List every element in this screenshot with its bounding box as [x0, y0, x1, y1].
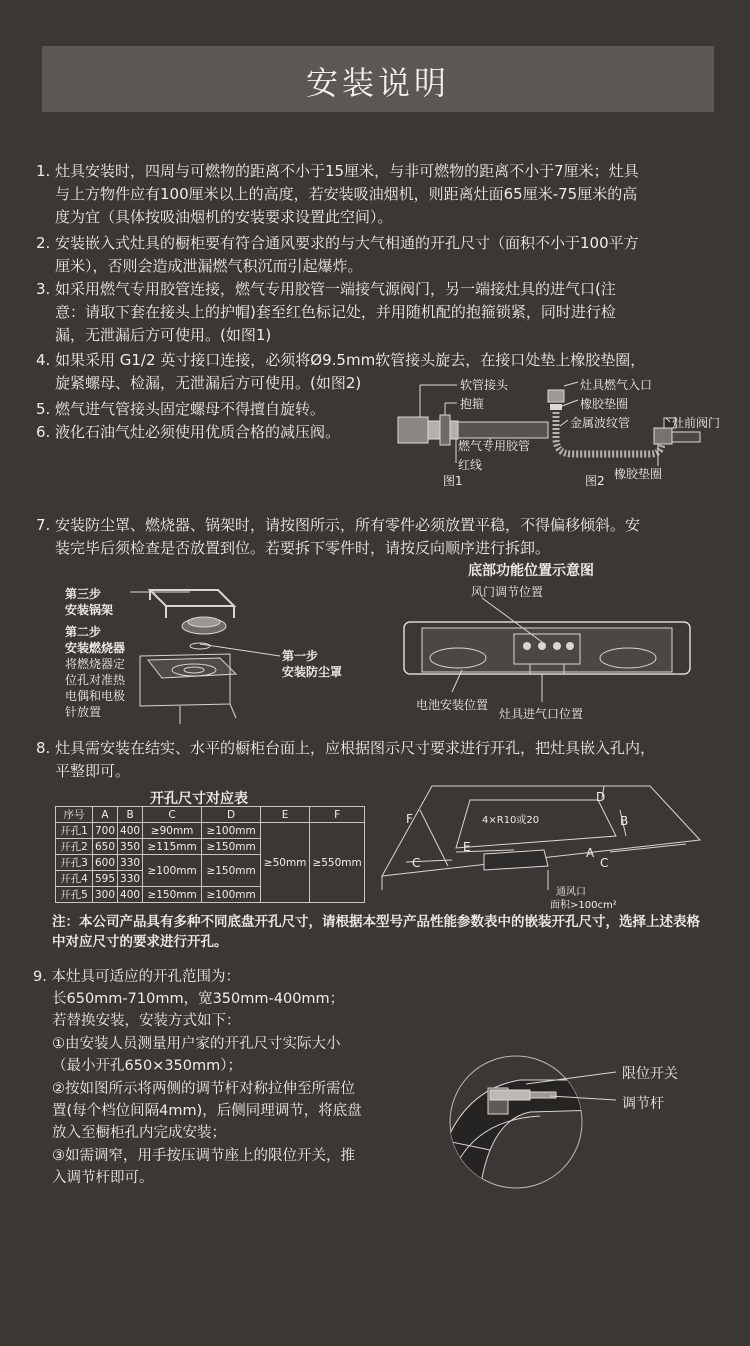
- item-9-line: 若替换安装，安装方式如下：: [52, 1013, 241, 1029]
- item-line: 安装防尘罩、燃烧器、锅架时，请按图所示，所有零件必须放置平稳，不得偏移倾斜。安: [55, 516, 641, 534]
- table-cell: 600: [93, 855, 118, 871]
- col-header: E: [261, 807, 310, 823]
- dim-letter-d: D: [596, 790, 606, 804]
- fig1-label-hose-joint: 软管接头: [460, 378, 509, 392]
- dim-letter-c-left: C: [412, 856, 421, 870]
- item-9-line: 长650mm-710mm，宽350mm-400mm；: [52, 991, 345, 1007]
- fig1-label-gas-hose: 燃气专用胶管: [458, 439, 531, 453]
- step2-desc-line: 将燃烧器定: [65, 657, 126, 671]
- item-number: 4.: [36, 351, 51, 369]
- table-cell: 400: [118, 887, 143, 903]
- adjustment-rod-diagram: [430, 1050, 630, 1200]
- table-cell: 300: [93, 887, 118, 903]
- step3-desc: 安装锅架: [65, 603, 114, 617]
- vent-area-label: 面积>100cm²: [550, 900, 617, 911]
- table-cell: 400: [118, 823, 143, 839]
- item-number: 7.: [36, 516, 51, 534]
- item-9-line: 入调节杆即可。: [52, 1170, 154, 1186]
- col-header: B: [118, 807, 143, 823]
- item-9-line: （最小开孔650×350mm）；: [52, 1058, 243, 1074]
- assembly-exploded-diagram: [120, 578, 290, 728]
- step2-title: 第二步: [65, 625, 102, 639]
- item-1: [36, 160, 720, 229]
- item-line: 如采用燃气专用胶管连接，燃气专用胶管一端接气源阀门，另一端接灶具的进气口(注: [55, 280, 616, 298]
- table-cell: 开孔1: [56, 823, 93, 839]
- item-2: [36, 232, 720, 278]
- item-5: [36, 398, 375, 421]
- dim-letter-a: A: [586, 846, 595, 860]
- cutout-table-title: 开孔尺寸对应表: [150, 791, 248, 807]
- bottom-fig-title: 底部功能位置示意图: [468, 563, 594, 579]
- table-cell: 开孔4: [56, 871, 93, 887]
- item-9-line: ②按如图所示将两侧的调节杆对称拉伸至所需位: [52, 1081, 355, 1097]
- table-cell: 650: [93, 839, 118, 855]
- cutout-size-table: [55, 806, 365, 903]
- table-cell: ≥90mm: [143, 823, 202, 839]
- item-number: 3.: [36, 280, 51, 298]
- title-banner: [42, 46, 714, 112]
- table-cell: ≥150mm: [202, 839, 261, 855]
- item-number: 5.: [36, 400, 51, 418]
- table-cell: ≥100mm: [143, 855, 202, 887]
- item-line: 漏，无泄漏后方可使用。(如图1): [55, 326, 272, 344]
- fig2-label-gas-inlet: 灶具燃气入口: [580, 378, 653, 392]
- item-9-line: ③如需调窄，用手按压调节座上的限位开关，推: [52, 1148, 355, 1164]
- item-line: 装完毕后须检查是否放置到位。若要拆下零件时，请按反向顺序进行拆卸。: [55, 539, 551, 557]
- table-header-row: [56, 807, 365, 823]
- table-cell: 350: [118, 839, 143, 855]
- table-row: [56, 823, 365, 839]
- limit-switch-label: 限位开关: [622, 1066, 678, 1082]
- item-line: 与上方物件应有100厘米以上的高度，若安装吸油烟机，则距离灶面65厘米-75厘米的高: [55, 185, 638, 203]
- item-number: 1.: [36, 162, 51, 180]
- damper-label: 风门调节位置: [471, 585, 544, 599]
- item-line: 燃气进气管接头固定螺母不得擅自旋转。: [55, 400, 326, 418]
- table-cell: ≥100mm: [202, 887, 261, 903]
- fig2-label-front-valve: 灶前阀门: [672, 416, 721, 430]
- item-9-line: ①由安装人员测量用户家的开孔尺寸实际大小: [52, 1036, 341, 1052]
- item-8: [36, 737, 720, 783]
- dim-letter-e: E: [463, 840, 471, 854]
- step2-text: [65, 624, 125, 720]
- col-header: C: [143, 807, 202, 823]
- gas-inlet-position-label: 灶具进气口位置: [499, 707, 584, 721]
- item-number: 6.: [36, 423, 51, 441]
- item-line: 液化石油气灶必须使用优质合格的减压阀。: [55, 423, 341, 441]
- fig1-caption: 图1: [443, 474, 463, 488]
- table-cell: 开孔2: [56, 839, 93, 855]
- item-line: 平整即可。: [55, 762, 131, 780]
- fig2-label-corrugated-pipe: 金属波纹管: [570, 416, 631, 430]
- table-cell: ≥150mm: [202, 855, 261, 887]
- col-header: 序号: [56, 807, 93, 823]
- bottom-view-diagram: [402, 598, 692, 698]
- col-header: A: [93, 807, 118, 823]
- cutout-dimension-diagram: [380, 780, 700, 908]
- table-cell-e: ≥50mm: [261, 823, 310, 903]
- step3-text: [65, 586, 113, 618]
- item-line: 安装嵌入式灶具的橱柜要有符合通风要求的与大气相通的开孔尺寸（面积不小于100平方: [55, 234, 639, 252]
- table-cell: 330: [118, 855, 143, 871]
- table-cell: ≥150mm: [143, 887, 202, 903]
- item-9-line: 置(每个档位间隔4mm)，后侧同理调节，将底盘: [52, 1103, 362, 1119]
- col-header: D: [202, 807, 261, 823]
- table-cell: 开孔5: [56, 887, 93, 903]
- item-line: 灶具安装时，四周与可燃物的距离不小于15厘米，与非可燃物的距离不小于7厘米；灶具: [55, 162, 639, 180]
- item-9-line: 9. 本灶具可适应的开孔范围为：: [33, 969, 240, 985]
- fig2-caption: 图2: [585, 474, 605, 488]
- table-cell: 330: [118, 871, 143, 887]
- dim-letter-c-right: C: [600, 856, 609, 870]
- item-line: 厘米），否则会造成泄漏燃气积沉而引起爆炸。: [55, 257, 363, 275]
- item-line: 旋紧螺母、检漏，无泄漏后方可使用。(如图2): [55, 374, 362, 392]
- item-6: [36, 421, 375, 444]
- battery-label: 电池安装位置: [416, 698, 489, 712]
- item-line: 度为宜（具体按吸油烟机的安装要求设置此空间）。: [55, 208, 393, 226]
- step2-desc-line: 位孔对准热: [65, 673, 126, 687]
- step1-text: [282, 648, 342, 680]
- step2-desc-line: 电偶和电极: [65, 689, 126, 703]
- step1-desc: 安装防尘罩: [282, 665, 343, 679]
- table-cell: 开孔3: [56, 855, 93, 871]
- item-3: [36, 278, 720, 347]
- item-line: 如果采用 G1/2 英寸接口连接，必须将Ø9.5mm软管接头旋去，在接口处垫上橡胶垫圈，: [55, 351, 646, 369]
- item-line: 意：请取下套在接头上的护帽)套至红色标记处，并用随机配的抱箍锁紧，同时进行检: [55, 303, 616, 321]
- step2-desc-line: 针放置: [65, 705, 102, 719]
- table-cell: ≥115mm: [143, 839, 202, 855]
- step1-title: 第一步: [282, 649, 319, 663]
- item-number: 8.: [36, 739, 51, 757]
- fig2-label-rubber-gasket-bottom: 橡胶垫圈: [614, 467, 663, 481]
- fig2-label-rubber-gasket-top: 橡胶垫圈: [580, 397, 629, 411]
- table-cell: 700: [93, 823, 118, 839]
- page-title: 安装说明: [305, 64, 450, 102]
- item-number: 2.: [36, 234, 51, 252]
- table-cell: 595: [93, 871, 118, 887]
- corner-radius-label: 4×R10或20: [482, 815, 540, 826]
- vent-label: 通风口: [556, 887, 586, 898]
- item-9-line: 放入至橱柜孔内完成安装；: [52, 1125, 226, 1141]
- step3-title: 第三步: [65, 587, 102, 601]
- cutout-note: 注：本公司产品具有多种不同底盘开孔尺寸，请根据本型号产品性能参数表中的嵌装开孔尺寸，选择上述表格中对应尺寸的要求进行开孔。: [52, 914, 700, 950]
- col-header: F: [310, 807, 365, 823]
- adjust-rod-label: 调节杆: [622, 1096, 664, 1112]
- table-cell: ≥100mm: [202, 823, 261, 839]
- fig1-label-red-line: 红线: [458, 458, 483, 472]
- item-line: 灶具需安装在结实、水平的橱柜台面上，应根据图示尺寸要求进行开孔，把灶具嵌入孔内，: [55, 739, 656, 757]
- fig1-label-clamp: 抱箍: [460, 397, 485, 411]
- table-cell-f: ≥550mm: [310, 823, 365, 903]
- dim-letter-b: B: [620, 814, 629, 828]
- item-7: [36, 514, 720, 560]
- step2-desc: 安装燃烧器: [65, 641, 126, 655]
- dim-letter-f: F: [406, 812, 413, 826]
